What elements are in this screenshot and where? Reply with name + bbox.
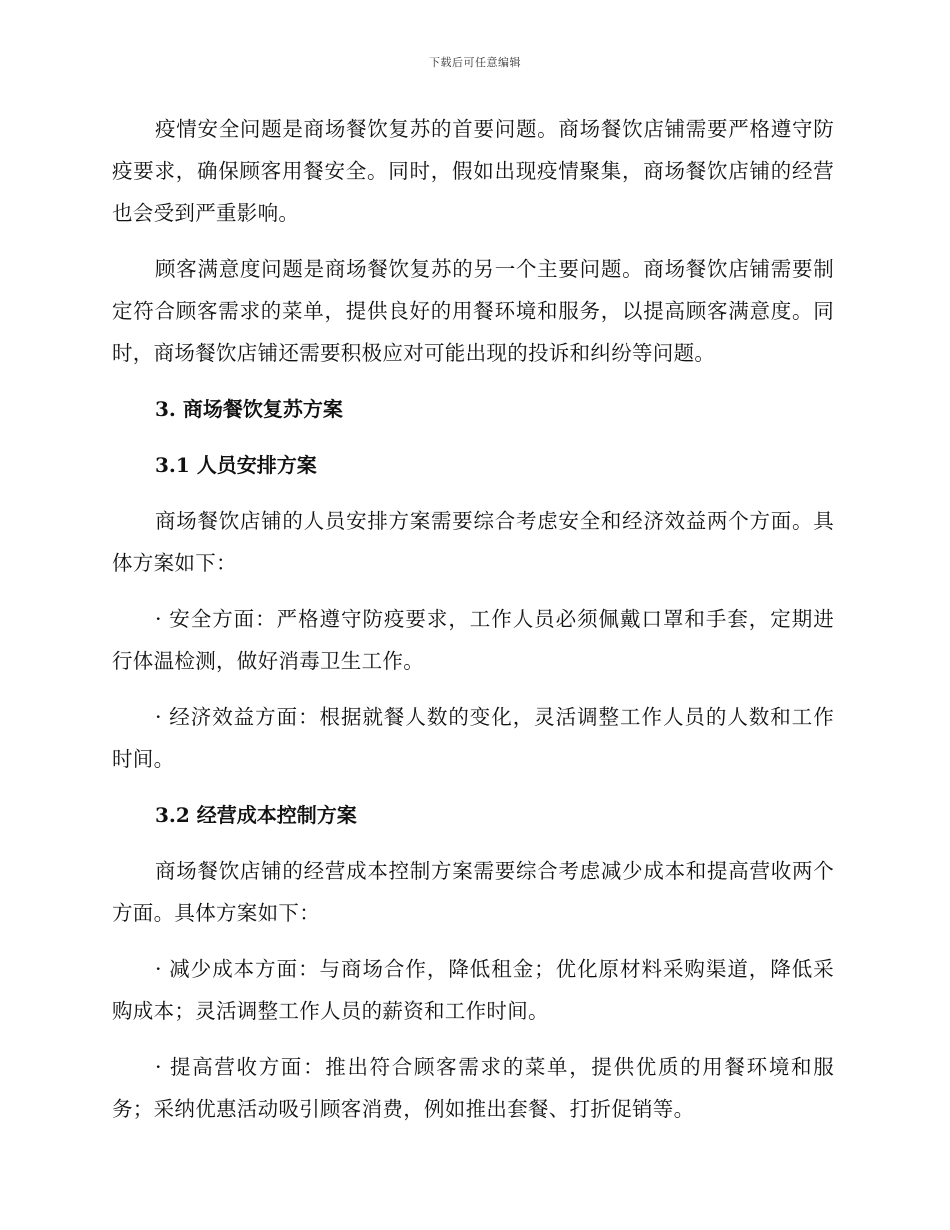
section-heading-3-2: 3.2 经营成本控制方案 bbox=[155, 803, 357, 827]
bullet-economic-benefit: · 经济效益方面：根据就餐人数的变化，灵活调整工作人员的人数和工作时间。 bbox=[112, 705, 834, 771]
bullet-reduce-cost: · 减少成本方面：与商场合作，降低租金；优化原材料采购渠道，降低采购成本；灵活调整工作人员的薪资和工作时间。 bbox=[112, 957, 834, 1023]
section-heading-3-1: 3.1 人员安排方案 bbox=[155, 453, 317, 477]
section-heading-3: 3. 商场餐饮复苏方案 bbox=[155, 397, 343, 421]
document-body bbox=[112, 108, 834, 1144]
bullet-safety: · 安全方面：严格遵守防疫要求，工作人员必须佩戴口罩和手套，定期进行体温检测，做好消毒卫生工作。 bbox=[112, 607, 834, 673]
page-header: 下载后可任意编辑 bbox=[429, 56, 521, 69]
paragraph-staffing-plan: 商场餐饮店铺的人员安排方案需要综合考虑安全和经济效益两个方面。具体方案如下： bbox=[112, 509, 834, 575]
paragraph-cost-control-plan: 商场餐饮店铺的经营成本控制方案需要综合考虑减少成本和提高营收两个方面。具体方案如下： bbox=[112, 859, 834, 925]
paragraph-epidemic-safety: 疫情安全问题是商场餐饮复苏的首要问题。商场餐饮店铺需要严格遵守防疫要求，确保顾客用餐安全。同时，假如出现疫情聚集，商场餐饮店铺的经营也会受到严重影响。 bbox=[112, 117, 834, 225]
bullet-increase-revenue: · 提高营收方面：推出符合顾客需求的菜单，提供优质的用餐环境和服务；采纳优惠活动吸引顾客消费，例如推出套餐、打折促销等。 bbox=[112, 1055, 834, 1121]
paragraph-customer-satisfaction: 顾客满意度问题是商场餐饮复苏的另一个主要问题。商场餐饮店铺需要制定符合顾客需求的菜单，提供良好的用餐环境和服务，以提高顾客满意度。同时，商场餐饮店铺还需要积极应对可能出现的投诉和纠纷等问题。 bbox=[112, 257, 834, 365]
